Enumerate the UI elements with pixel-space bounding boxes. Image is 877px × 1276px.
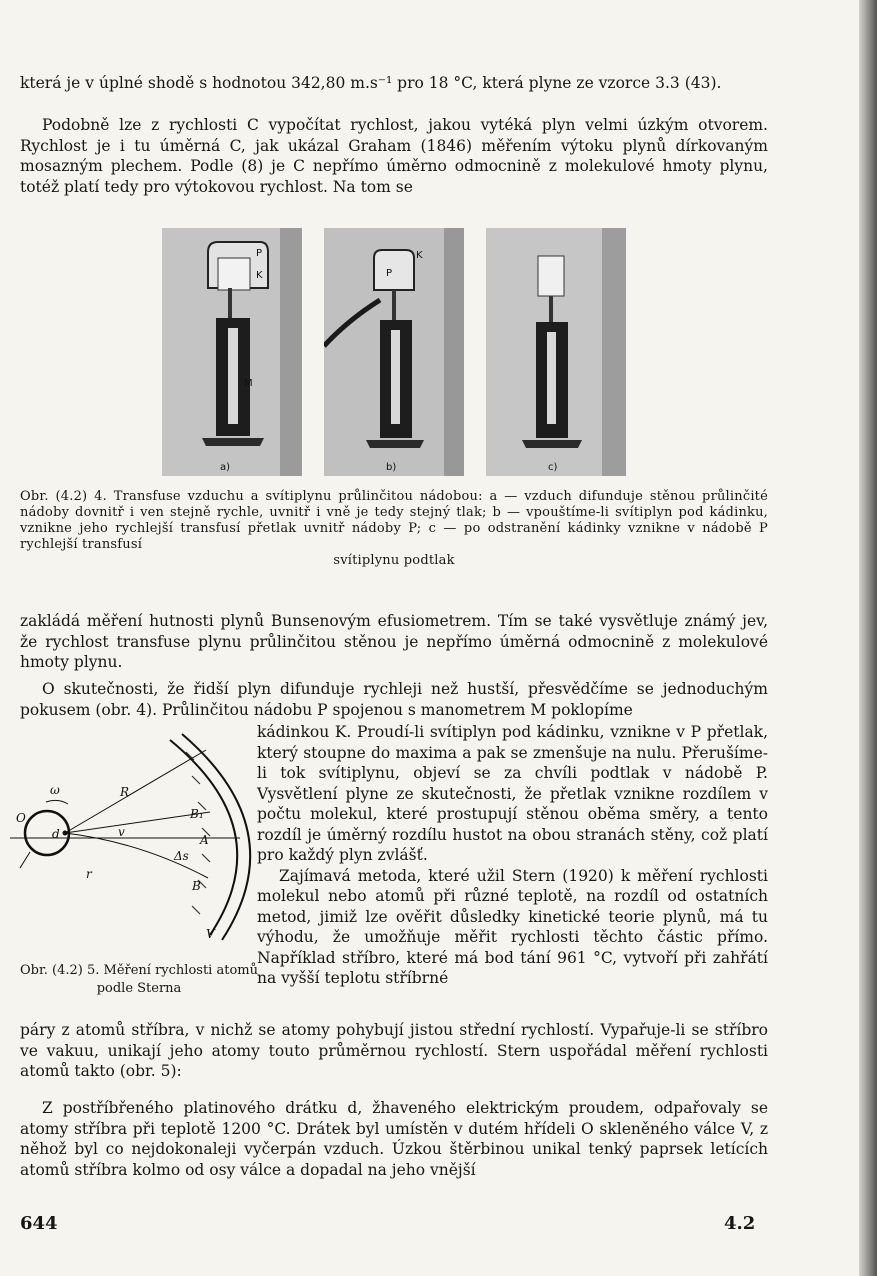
figure4-caption-last-line: svítiplynu podtlak [333, 553, 455, 568]
section-number: 4.2 [724, 1213, 756, 1234]
figure5-caption: Obr. (4.2) 5. Měření rychlosti atomů podle Sterna [20, 963, 258, 996]
fig5-label-b: B [192, 879, 201, 893]
figure4-photo-c [486, 228, 626, 476]
paragraph-8: Z postříbřeného platinového drátku d, žhaveného elektrickým proudem, odpařovaly se atomy stříbra při teplotě 1200 °C. Drátek byl umístěn v dutém hřídeli O skleněného válce V, z něhož byl co nejdokonaleji vyčerpán vzduch. Úzkou štěrbinou unikal tenký paprsek letících atomů stříbra kolmo od osy válce a dopadal na jeho vnější [20, 1099, 768, 1179]
fig5-label-V: V [206, 927, 215, 941]
page-edge-shadow [859, 0, 877, 1276]
fig5-label-o: O [16, 811, 26, 825]
figure5-diagram [10, 730, 260, 945]
figure4-label-k-b: K [416, 250, 423, 261]
fig5-label-omega: ω [50, 783, 60, 797]
paragraph-2: Podobně lze z rychlosti C vypočítat rychlost, jakou vytéká plyn velmi úzkým otvorem. Rychlost je i tu úměrná C, jak ukázal Graham (1846) měřením výtoku plynů dírkovaným mosazným plechem. Podle (8) je C nepřímo úměrno odmocnině z molekulové hmoty plynu, totéž platí tedy pro výtokovou rychlost. Na tom se [20, 116, 768, 196]
paragraph-6: Zajímavá metoda, které užil Stern (1920) k měření rychlosti molekul nebo atomů při různé teplotě, na rozdíl od ostatních metod, jimiž lze ověřit důsledky kinetické teorie plynů, má tu výhodu, že umožňuje měřit rychlosti těchto částic přímo. Například stříbro, které má bod tání 961 °C, vytvoří při zahřátí na vyšší teplotu stříbrné [257, 866, 768, 987]
figure4-label-k: K [256, 270, 263, 281]
figure4-panel-c: c) [548, 462, 558, 473]
figure4-photo-b [324, 228, 464, 476]
figure4-label-p-b: P [386, 268, 393, 279]
fig5-label-v: v [118, 825, 125, 839]
fig5-label-R: R [120, 785, 130, 799]
wrapped-text-column [257, 722, 768, 989]
fig5-label-ds: Δs [174, 849, 189, 863]
figure4-label-m: M [244, 378, 253, 389]
figure4-panel-a: a) [220, 462, 231, 473]
figure4-caption: Obr. (4.2) 4. Transfuse vzduchu a svítiplynu průlinčitou nádobou: a — vzduch difunduje stěnou průlinčité nádoby dovnitř i ven stejně rychle, uvnitř i vně je tedy stejný tlak; b — vpouštíme-li svítiplyn pod kádinku, vznikne jeho rychlejší transfusí přetlak uvnitř nádoby P; c — po odstranění kádinky vznikne v nádobě P rychlejší transfusí svítiplynu podtlak [20, 489, 768, 568]
paragraph-7: páry z atomů stříbra, v nichž se atomy pohybují jistou střední rychlostí. Vypařuje-li se stříbro ve vakuu, unikají jeho atomy touto průměrnou rychlostí. Stern uspořádal měření rychlosti atomů takto (obr. 5): [20, 1021, 768, 1080]
paragraph-1: která je v úplné shodě s hodnotou 342,80 m.s⁻¹ pro 18 °C, která plyne ze vzorce 3.3 (43). [20, 74, 722, 92]
figure4-photo-a [162, 228, 302, 476]
fig5-label-r: r [86, 867, 92, 881]
paragraph-3: zakládá měření hutnosti plynů Bunsenovým efusiometrem. Tím se také vysvětluje známý jev, že rychlost transfuse plynu průlinčitou stěnou je nepřímo úměrná odmocnině z molekulové hmoty plynu. [20, 612, 768, 671]
fig5-label-a: A [200, 833, 209, 847]
figure4-label-p: P [256, 248, 263, 259]
paragraph-4: O skutečnosti, že řidší plyn difunduje rychleji než hustší, přesvědčíme se jednoduchým pokusem (obr. 4). Průlinčitou nádobu P spojenou s manometrem M poklopíme [20, 680, 768, 719]
paragraph-5: kádinkou K. Proudí-li svítiplyn pod kádinku, vznikne v P přetlak, který stoupne do maxima a pak se zmenšuje na nulu. Přerušíme-li tok svítiplynu, objeví se za chvíli podtlak v nádobě P. Vysvětlení plyne ze skutečnosti, že přetlak vznikne rozdílem v počtu molekul, které prostupují stěnou oběma směry, a tento rozdíl je úměrný rozdílu hustot na obou stranách stěny, což platí pro každý plyn zvlášť. [257, 723, 768, 864]
page-number: 644 [20, 1213, 58, 1234]
fig5-label-d: d [52, 827, 60, 841]
figure4-panel-b: b) [386, 462, 397, 473]
fig5-label-b1: B₁ [190, 807, 204, 821]
